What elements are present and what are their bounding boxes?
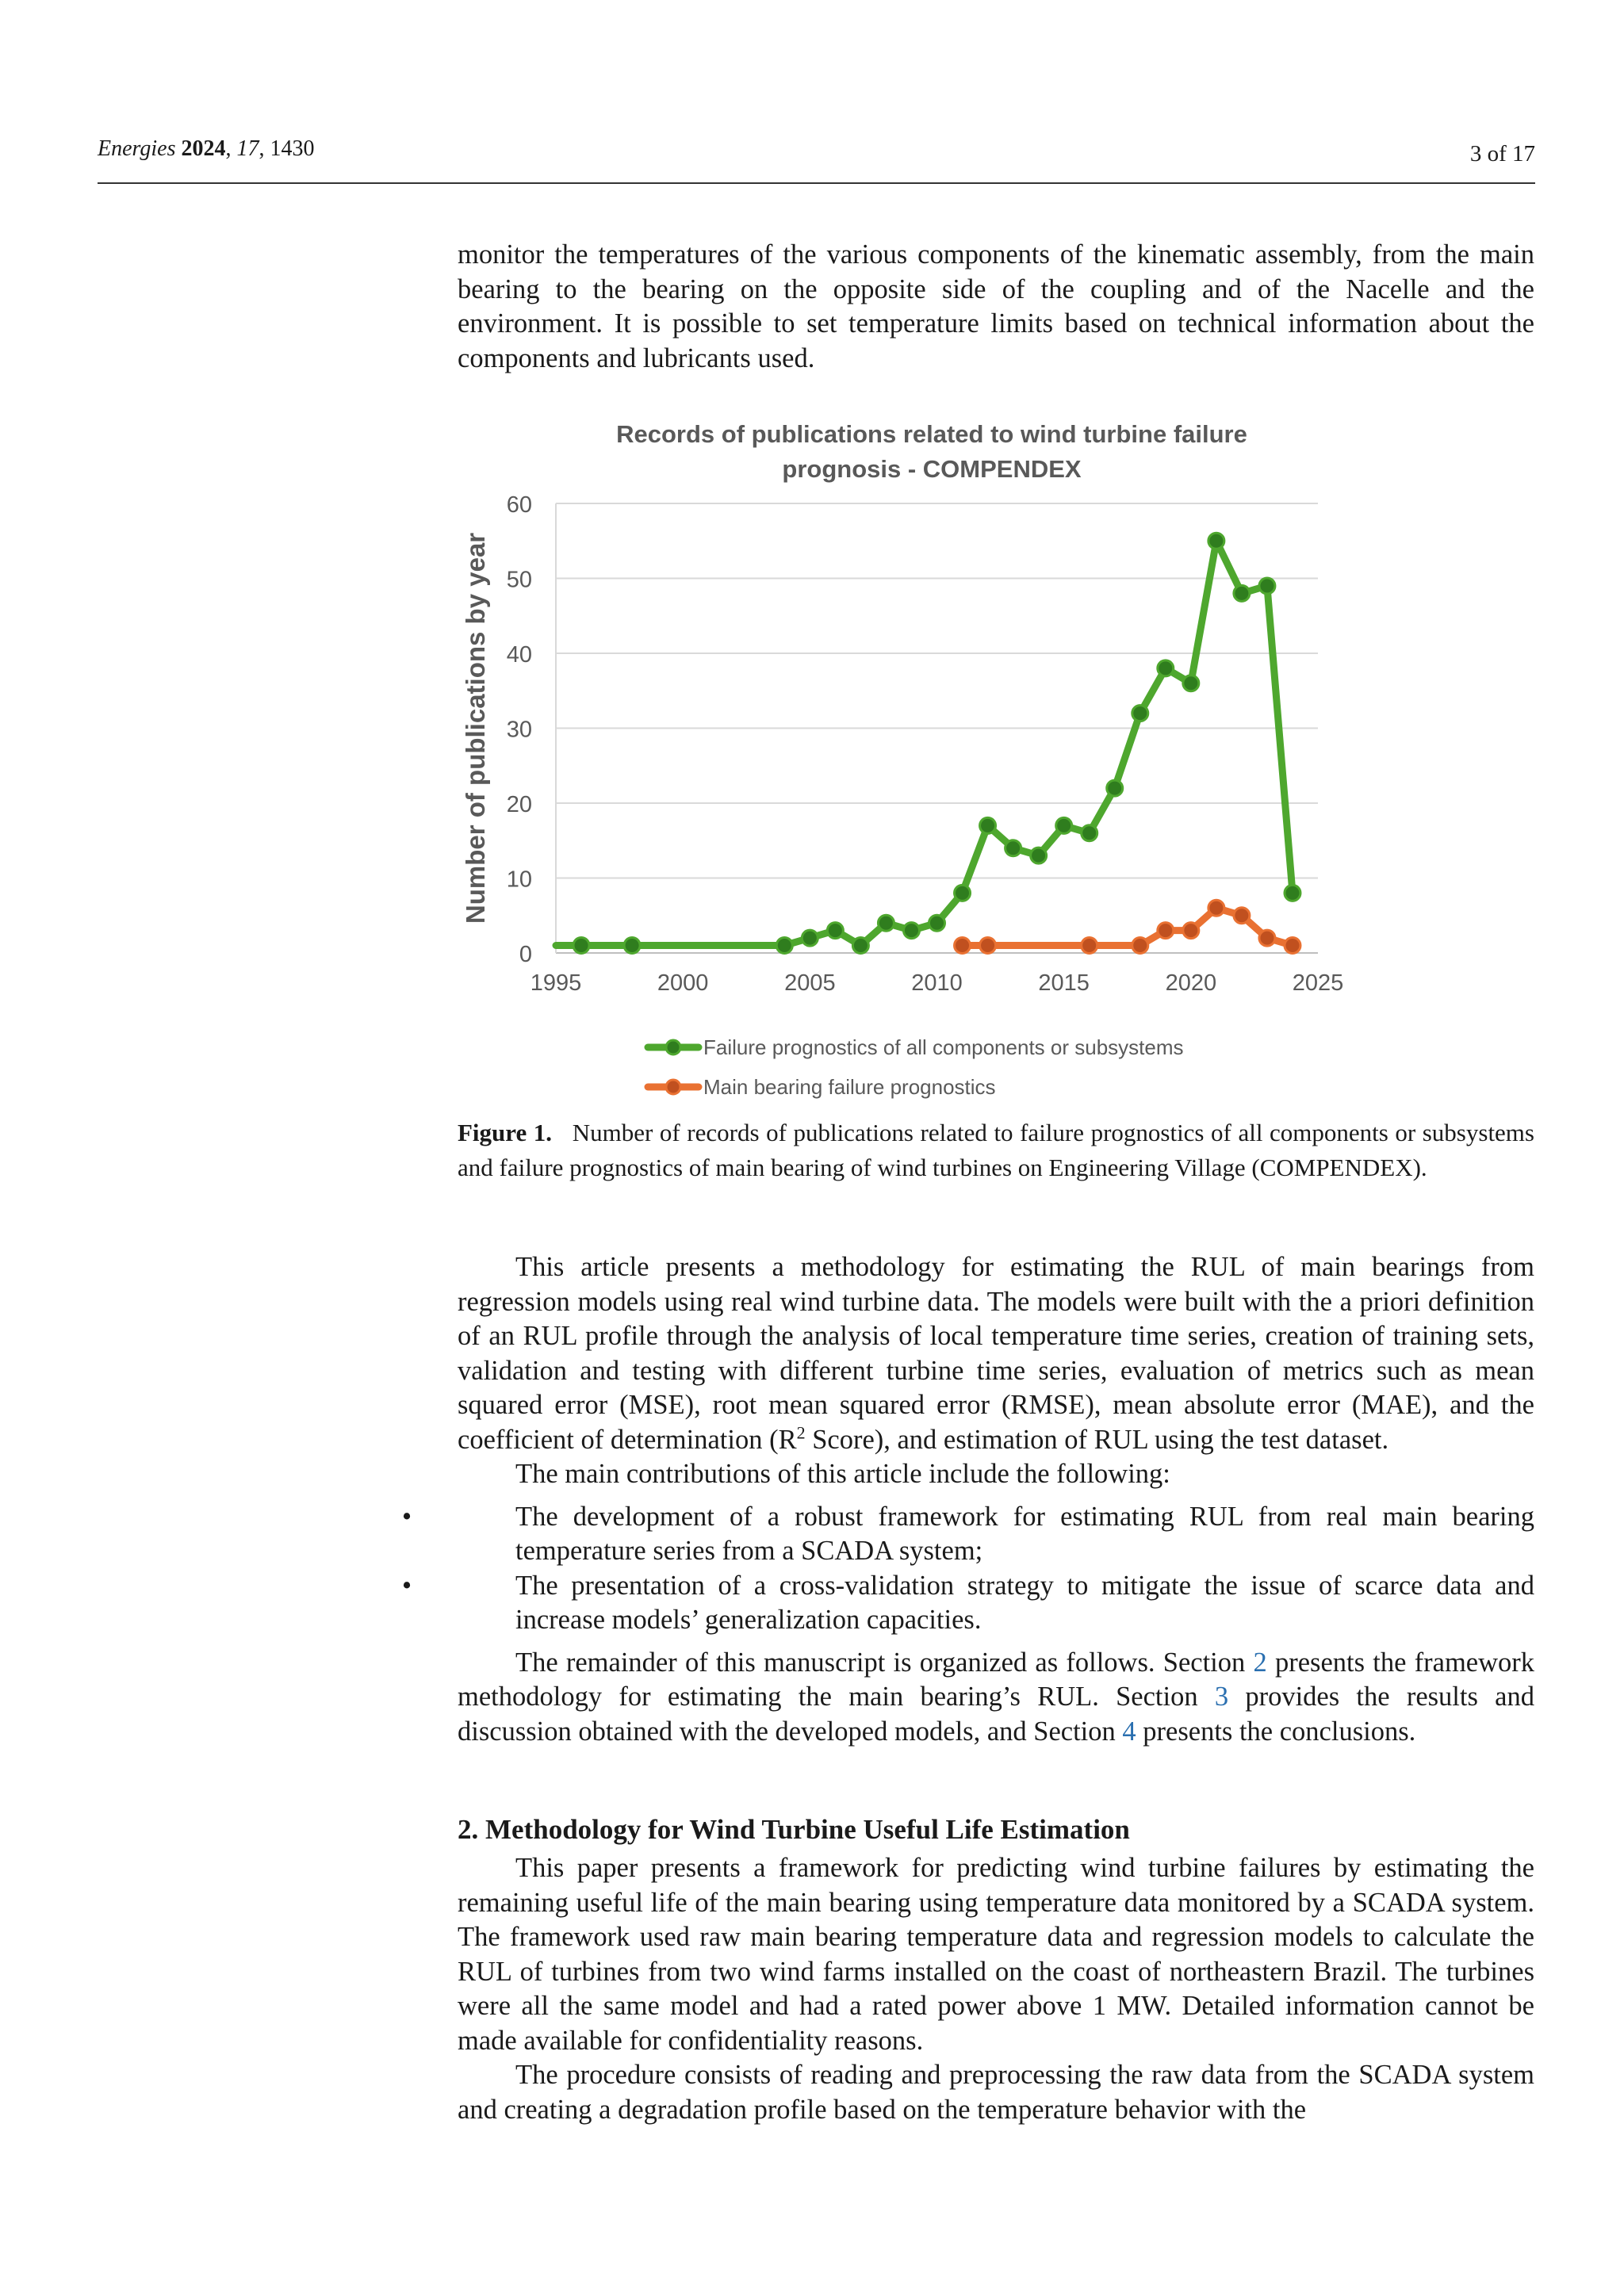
paragraph-methodology-summary: This article presents a methodology for estimating the RUL of main bearings from regression models using real wind turbine data. The models were built with the a priori definition of an RUL profile through the analysis of local temperature time series, creation of training sets, validation and testing with different turbine time series, evaluation of metrics such as mean squared error (MSE), root mean squared error (RMSE), mean absolute error (MAE), and the coefficient of determination ($R^2$ Score), and estimation of RUL using the test dataset. — [458, 1252, 1534, 1455]
section-heading: 2. Methodology for Wind Turbine Useful Life Estimation — [458, 1814, 1130, 1845]
x-tick-label: 2010 — [911, 970, 963, 996]
data-point — [1208, 533, 1224, 549]
legend-label-2: Main bearing failure prognostics — [703, 1075, 996, 1099]
data-point — [1285, 885, 1300, 901]
page-header — [98, 133, 1535, 184]
data-point — [1183, 675, 1199, 691]
data-point — [1158, 660, 1174, 676]
x-tick-label: 2025 — [1292, 970, 1344, 996]
section-link[interactable]: 3 — [1214, 1682, 1229, 1712]
data-point — [1132, 706, 1148, 721]
data-point — [955, 885, 971, 901]
journal-citation: Energies 2024, 17, 1430 — [98, 136, 315, 161]
y-tick-label: 40 — [506, 642, 532, 668]
x-tick-label: 2005 — [784, 970, 836, 996]
chart-title-line-1: Records of publications related to wind turbine failure — [616, 420, 1247, 448]
data-point — [980, 817, 996, 833]
bullet-icon: • — [402, 1570, 412, 1601]
data-point — [903, 923, 919, 939]
data-point — [955, 938, 971, 954]
x-tick-label: 2000 — [657, 970, 709, 996]
data-point — [827, 923, 843, 939]
data-point — [1082, 938, 1097, 954]
paragraph-organization: The remainder of this manuscript is organized as follows. Section 2 presents the framework methodology for estimating the main bearing’s RUL. Section 3 provides the results and discussion obtained with the developed models, and Section 4 presents the conclusions. — [458, 1647, 1534, 1747]
section-link[interactable]: 4 — [1122, 1716, 1136, 1747]
x-tick-label: 1995 — [530, 970, 582, 996]
bullet-icon: • — [402, 1501, 412, 1532]
chart-title-line-2: prognosis - COMPENDEX — [782, 455, 1082, 483]
body-text-block — [402, 1250, 1534, 1749]
contributions-list — [402, 1500, 1534, 1638]
y-tick-label: 50 — [506, 567, 532, 593]
data-point — [929, 915, 945, 931]
data-point — [573, 938, 589, 954]
x-tick-label: 2015 — [1038, 970, 1090, 996]
data-point — [1005, 840, 1021, 856]
figure-label: Figure 1. — [458, 1119, 553, 1146]
page-number: 3 of 17 — [1469, 141, 1535, 166]
paragraph-contributions-intro: The main contributions of this article include the following: — [515, 1459, 1170, 1489]
list-item: • The development of a robust framework for estimating RUL from real main bearing temperature series from a SCADA system; — [402, 1501, 1534, 1566]
paragraph-procedure: The procedure consists of reading and preprocessing the raw data from the SCADA system and creating a degradation profile based on the temperature behavior with the — [458, 2060, 1534, 2125]
data-point — [1234, 585, 1250, 601]
y-tick-label: 60 — [506, 492, 532, 518]
list-item: • The presentation of a cross-validation strategy to mitigate the issue of scarce data and increase models’ generalization capacities. — [402, 1570, 1534, 1635]
data-point — [1158, 923, 1174, 939]
y-tick-label: 30 — [506, 717, 532, 743]
data-point — [776, 938, 792, 954]
figure-1-chart — [458, 408, 1354, 1106]
data-point — [1208, 900, 1224, 916]
data-point — [1082, 825, 1097, 841]
data-point — [1056, 817, 1072, 833]
figure-caption-text: Number of records of publications related to failure prognostics of all components or subsystems and failure prognostics of main bearing of wind turbines on Engineering Village (COMPENDEX). — [458, 1119, 1534, 1181]
paragraph-framework: This paper presents a framework for predicting wind turbine failures by estimating the remaining useful life of the main bearing using temperature data monitored by a SCADA system. The framework used raw main bearing temperature data and regression models to calculate the RUL of turbines from two wind farms installed on the coast of northeastern Brazil. The turbines were all the same model and had a rated power above 1 MW. Detailed information cannot be made available for confidentiality reasons. — [458, 1853, 1534, 2056]
y-tick-label: 0 — [519, 942, 532, 967]
data-point — [1031, 848, 1047, 863]
y-axis-label: Number of publications by year — [461, 532, 490, 924]
data-point — [878, 915, 894, 931]
legend-marker-1 — [666, 1040, 680, 1054]
legend-marker-2 — [666, 1080, 680, 1094]
x-tick-label: 2020 — [1165, 970, 1217, 996]
data-point — [1107, 780, 1123, 796]
data-point — [802, 930, 818, 946]
data-point — [624, 938, 640, 954]
data-point — [1285, 938, 1300, 954]
line-chart — [458, 408, 1354, 1106]
series-line-1 — [556, 541, 1293, 945]
data-point — [1183, 923, 1199, 939]
data-point — [1234, 908, 1250, 924]
data-point — [852, 938, 868, 954]
figure-caption — [458, 1115, 1534, 1184]
legend-label-1: Failure prognostics of all components or subsystems — [703, 1035, 1184, 1059]
data-point — [1259, 578, 1275, 594]
data-point — [1132, 938, 1148, 954]
section-2-body — [458, 1851, 1534, 2127]
intro-paragraph: monitor the temperatures of the various components of the kinematic assembly, from the main bearing to the bearing on the opposite side of the coupling and of the Nacelle and the environment. It is possible to set temperature limits based on technical information about the components and lubricants used. — [458, 239, 1534, 373]
section-link[interactable]: 2 — [1253, 1647, 1267, 1678]
y-tick-label: 20 — [506, 792, 532, 817]
data-point — [1259, 930, 1275, 946]
y-tick-label: 10 — [506, 867, 532, 893]
data-point — [980, 938, 996, 954]
